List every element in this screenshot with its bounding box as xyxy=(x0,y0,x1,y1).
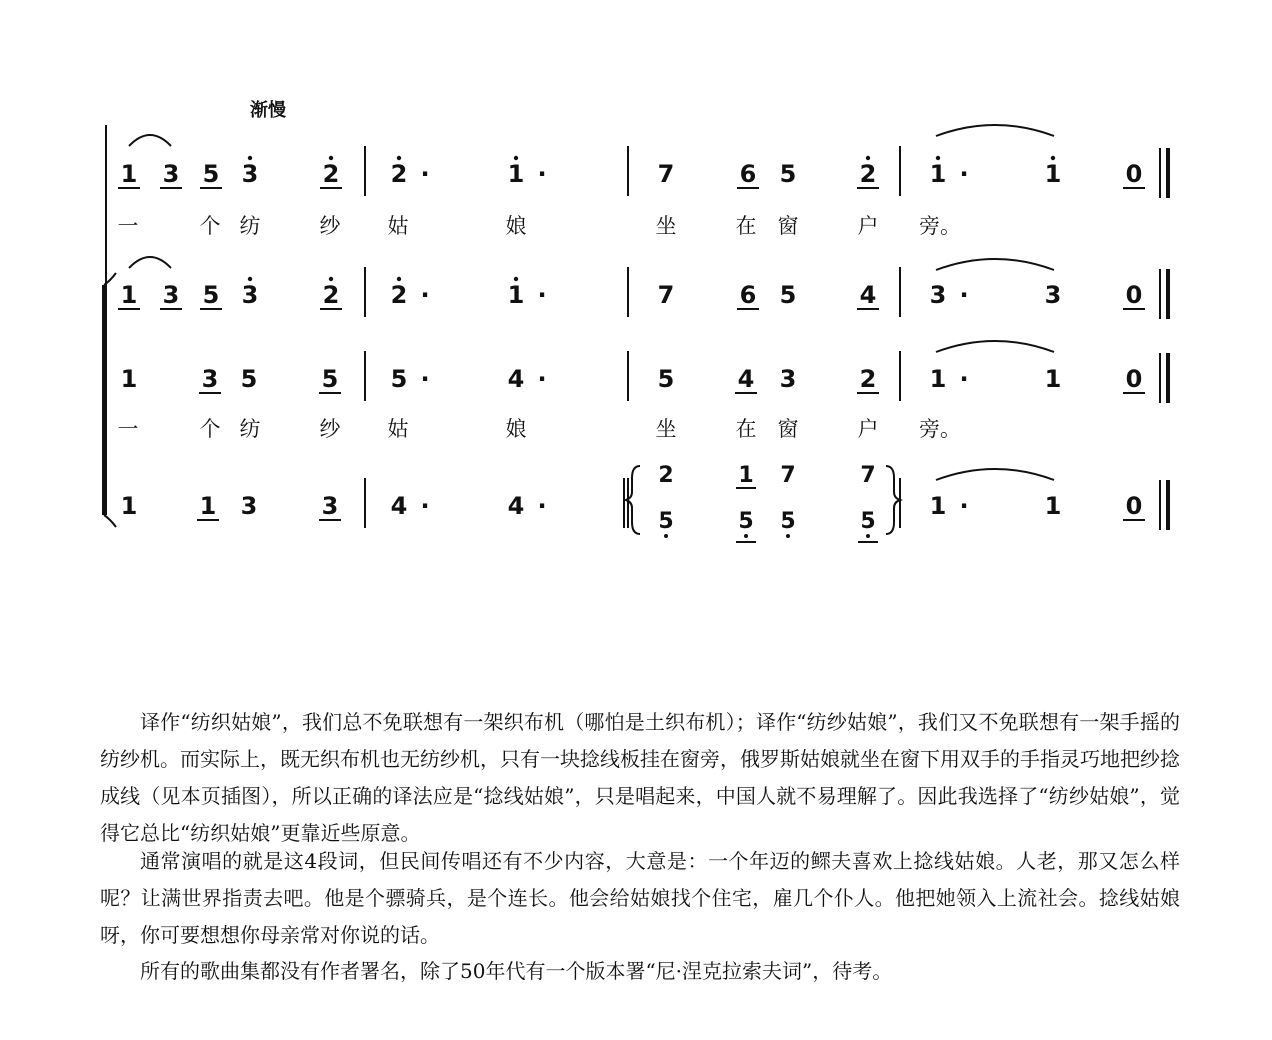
note: 6 xyxy=(739,281,757,309)
high-octave-dot xyxy=(1051,156,1055,160)
chord-brace xyxy=(886,466,900,534)
note: 5 xyxy=(657,365,675,393)
note: · xyxy=(420,281,430,309)
note: · xyxy=(959,492,969,520)
note: 0 xyxy=(1125,160,1143,188)
note: 1 xyxy=(507,281,525,309)
note: 1 xyxy=(929,492,947,520)
note: 5 xyxy=(321,365,339,393)
chord-note: 7 xyxy=(860,463,876,488)
chord-note: 5 xyxy=(658,509,674,534)
lyric-syllable: 纱 xyxy=(319,214,341,238)
note: 3 xyxy=(201,365,219,393)
note: 1 xyxy=(199,492,217,520)
note: · xyxy=(420,160,430,188)
chord-note: 1 xyxy=(738,463,754,488)
lyric-syllable: 窗 xyxy=(777,417,799,441)
note: 3 xyxy=(240,492,258,520)
slur xyxy=(936,469,1054,480)
note: 4 xyxy=(390,492,408,520)
note: 5 xyxy=(779,160,797,188)
bracket-hook xyxy=(104,515,116,527)
high-octave-dot xyxy=(329,277,333,281)
slur xyxy=(129,257,171,268)
high-octave-dot xyxy=(248,156,252,160)
high-octave-dot xyxy=(329,156,333,160)
lyric-syllable: 旁。 xyxy=(919,214,961,238)
note: · xyxy=(959,281,969,309)
note: 3 xyxy=(162,160,180,188)
lyric-syllable: 一 xyxy=(117,417,139,441)
note: 2 xyxy=(322,281,340,309)
note: 2 xyxy=(859,160,877,188)
lyric-syllable: 个 xyxy=(199,417,221,441)
lyric-syllable: 姑 xyxy=(387,214,409,238)
note: 1 xyxy=(1044,160,1062,188)
note: 7 xyxy=(657,160,675,188)
system-bracket xyxy=(102,285,107,515)
note: 2 xyxy=(322,160,340,188)
note: 2 xyxy=(859,365,877,393)
lyric-syllable: 在 xyxy=(735,417,757,441)
note: 1 xyxy=(120,160,138,188)
lyric-syllable: 坐 xyxy=(655,417,677,441)
paragraph-authorship: 所有的歌曲集都没有作者署名，除了50年代有一个版本署“尼·涅克拉索夫词”，待考。 xyxy=(140,959,893,983)
high-octave-dot xyxy=(514,277,518,281)
low-octave-dot xyxy=(664,534,668,538)
high-octave-dot xyxy=(936,156,940,160)
note: 3 xyxy=(1044,281,1062,309)
lyric-syllable: 户 xyxy=(857,214,879,238)
slur xyxy=(936,125,1054,136)
note: 3 xyxy=(241,160,259,188)
note: · xyxy=(420,492,430,520)
high-octave-dot xyxy=(397,156,401,160)
note: · xyxy=(537,492,547,520)
note: 5 xyxy=(240,365,258,393)
note: 2 xyxy=(390,160,408,188)
note: 4 xyxy=(737,365,755,393)
note: · xyxy=(537,281,547,309)
note: 5 xyxy=(779,281,797,309)
note: 3 xyxy=(321,492,339,520)
note: 3 xyxy=(241,281,259,309)
note: 7 xyxy=(657,281,675,309)
high-octave-dot xyxy=(514,156,518,160)
note: 1 xyxy=(507,160,525,188)
high-octave-dot xyxy=(248,277,252,281)
lyric-syllable: 户 xyxy=(857,417,879,441)
paragraph-folk-verses: 通常演唱的就是这4段词，但民间传唱还有不少内容，大意是：一个年迈的鳏夫喜欢上捻线姑娘。人老，那又怎么样呢？让满世界指责去吧。他是个骠骑兵，是个连长。他会给姑娘找个住宅，雇几个仆人。他把她领入上流社会。捻线姑娘呀，你可要想想你母亲常对你说的话。 xyxy=(100,849,1180,947)
lyric-syllable: 一 xyxy=(117,214,139,238)
note: 0 xyxy=(1125,365,1143,393)
high-octave-dot xyxy=(866,156,870,160)
note: · xyxy=(537,365,547,393)
note: 1 xyxy=(1044,365,1062,393)
chord-note: 2 xyxy=(658,463,674,488)
lyric-syllable: 坐 xyxy=(655,214,677,238)
lyric-syllable: 个 xyxy=(199,214,221,238)
note: 5 xyxy=(202,160,220,188)
lyric-syllable: 娘 xyxy=(505,214,527,238)
note: 0 xyxy=(1125,492,1143,520)
lyric-syllable: 窗 xyxy=(777,214,799,238)
slur xyxy=(936,341,1054,352)
note: 1 xyxy=(929,365,947,393)
note: 1 xyxy=(120,281,138,309)
paragraph-translation-note: 译作“纺织姑娘”，我们总不免联想有一架织布机（哪怕是土织布机）；译作“纺纱姑娘”，我们又不免联想有一架手摇的纺纱机。而实际上，既无织布机也无纺纱机，只有一块捻线板挂在窗旁，俄罗斯姑娘就坐在窗下用双手的手指灵巧地把纱捻成线（见本页插图），所以正确的译法应是“捻线姑娘”，只是唱起来，中国人就不易理解了。因此我选择了“纺纱姑娘”，觉得它总比“纺织姑娘”更靠近些原意。 xyxy=(100,710,1180,845)
lyric-syllable: 姑 xyxy=(387,417,409,441)
note: 4 xyxy=(507,492,525,520)
chord-note: 5 xyxy=(860,509,876,534)
tempo-mark: 渐慢 xyxy=(250,100,286,121)
note: 1 xyxy=(929,160,947,188)
note: 4 xyxy=(859,281,877,309)
lyric-syllable: 在 xyxy=(735,214,757,238)
note: 1 xyxy=(120,492,138,520)
lyric-syllable: 纱 xyxy=(319,417,341,441)
lyric-syllable: 纺 xyxy=(239,214,261,238)
note: 1 xyxy=(120,365,138,393)
note: 5 xyxy=(202,281,220,309)
lyric-syllable: 娘 xyxy=(505,417,527,441)
slur xyxy=(129,135,171,146)
lyric-syllable: 旁。 xyxy=(919,417,961,441)
note: 3 xyxy=(162,281,180,309)
low-octave-dot xyxy=(866,534,870,538)
chord-note: 5 xyxy=(780,509,796,534)
chord-note: 7 xyxy=(780,463,796,488)
note: 0 xyxy=(1125,281,1143,309)
note: 6 xyxy=(739,160,757,188)
low-octave-dot xyxy=(786,534,790,538)
note: 2 xyxy=(390,281,408,309)
note: 4 xyxy=(507,365,525,393)
note: 3 xyxy=(779,365,797,393)
note: · xyxy=(959,365,969,393)
note: 5 xyxy=(390,365,408,393)
note: 1 xyxy=(1044,492,1062,520)
low-octave-dot xyxy=(744,534,748,538)
lyric-syllable: 纺 xyxy=(239,417,261,441)
slur xyxy=(936,259,1054,270)
chord-note: 5 xyxy=(738,509,754,534)
note: · xyxy=(959,160,969,188)
note: 3 xyxy=(929,281,947,309)
note: · xyxy=(420,365,430,393)
note: · xyxy=(537,160,547,188)
high-octave-dot xyxy=(397,277,401,281)
